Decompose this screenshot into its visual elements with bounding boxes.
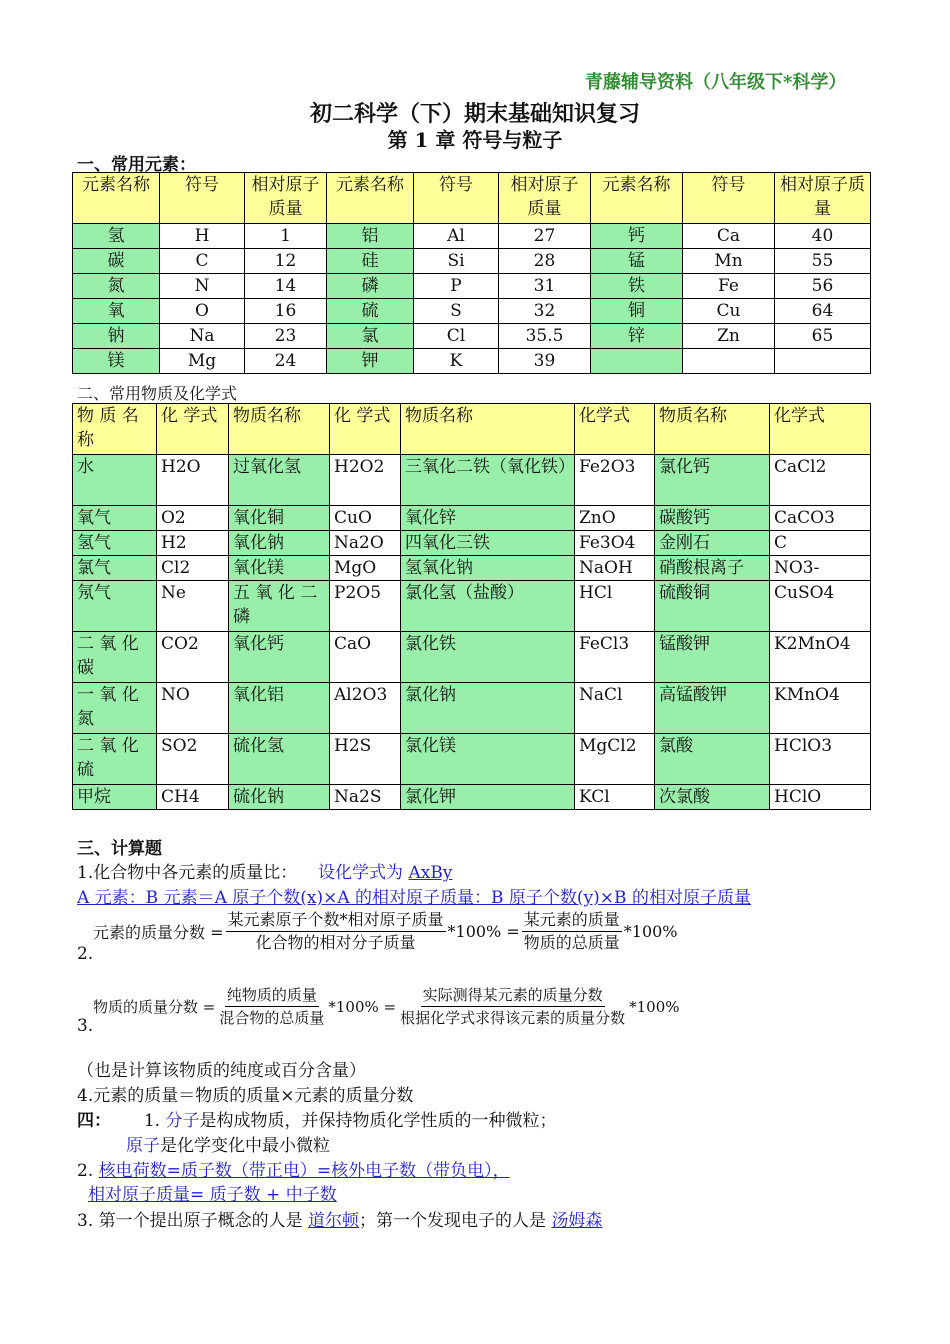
calc-item-4: 4.元素的质量＝物质的质量×元素的质量分数 [77,1086,414,1106]
header-cell: 元素名称 [591,173,683,224]
formula-label: 物质的质量分数 = [93,998,216,1016]
electron-question: ；第一个发现电子的人是 [359,1211,547,1231]
page-title: 初二科学（下）期末基础知识复习 [309,101,640,127]
element-symbol: Zn [683,324,775,349]
element-mass: 35.5 [499,324,591,349]
element-mass: 39 [499,349,591,374]
answer-thomson: 汤姆森 [551,1211,603,1231]
formula: Al2O3 [330,683,401,734]
substance-name: 氯化铁 [401,632,575,683]
substance-name: 硫化钠 [229,785,330,810]
calc-item-2-number: 2. [77,944,94,964]
element-mass: 14 [245,274,327,299]
header-cell: 元素名称 [327,173,414,224]
formula: Fe2O3 [575,455,655,506]
section4-line-3 [77,1159,510,1183]
element-name: 铝 [327,224,414,249]
substance-mass-fraction-formula [93,984,680,1029]
element-symbol: Cu [683,299,775,324]
table-row [73,274,871,299]
section1-heading: 一、常用元素： [77,155,196,175]
formula: Cl2 [157,556,229,581]
formula: CuO [330,506,401,531]
section3-heading: 三、计算题 [77,839,162,859]
calc-item-1-blue: 设化学式为 [318,863,404,883]
element-mass: 32 [499,299,591,324]
header-cell: 相对原子质量 [775,173,871,224]
substance-name: 氯化钾 [401,785,575,810]
header-cell: 相对原子质量 [245,173,327,224]
fraction-numerator: 某元素原子个数*相对原子质量 [226,909,446,932]
formula: Na2O [330,531,401,556]
substance-name: 二 氧 化碳 [73,632,157,683]
element-name: 锰 [591,249,683,274]
formula: O2 [157,506,229,531]
calc-item-1-prefix: 1.化合物中各元素的质量比： [77,863,298,883]
element-mass: 27 [499,224,591,249]
element-name: 硅 [327,249,414,274]
table-row [73,324,871,349]
element-symbol: Mn [683,249,775,274]
substance-name: 甲烷 [73,785,157,810]
formula: NO [157,683,229,734]
formula: NO3- [770,556,871,581]
substance-name: 金刚石 [655,531,770,556]
element-symbol: N [160,274,245,299]
formula: CuSO4 [770,581,871,632]
element-name: 铁 [591,274,683,299]
formula: KCl [575,785,655,810]
element-name: 氯 [327,324,414,349]
element-symbol: Cl [414,324,499,349]
header-cell: 物质名称 [401,404,575,455]
element-symbol: Fe [683,274,775,299]
header-cell: 符号 [160,173,245,224]
fraction-denominator: 混合物的总质量 [219,1009,325,1027]
element-name: 铜 [591,299,683,324]
element-mass-fraction-formula [93,909,678,954]
substance-name: 一 氧 化氮 [73,683,157,734]
substance-name: 次氯酸 [655,785,770,810]
formula: Fe3O4 [575,531,655,556]
element-name: 钙 [591,224,683,249]
substance-name: 五 氧 化 二磷 [229,581,330,632]
formula: NaOH [575,556,655,581]
substance-name: 水 [73,455,157,506]
header-cell: 元素名称 [73,173,160,224]
element-mass: 55 [775,249,871,274]
atom-term: 原子 [126,1136,160,1156]
substance-name: 氖气 [73,581,157,632]
elements-table [72,172,871,374]
formula-suffix: *100% [629,997,680,1016]
header-cell: 符号 [683,173,775,224]
molecule-term: 分子 [165,1111,200,1131]
item-number: 2. [77,1161,94,1181]
formula: HCl [575,581,655,632]
section4-heading: 四： [77,1111,111,1131]
substance-name: 锰酸钾 [655,632,770,683]
element-name: 硫 [327,299,414,324]
element-symbol: C [160,249,245,274]
elements-header-row [73,173,871,224]
formula: ZnO [575,506,655,531]
formula: SO2 [157,734,229,785]
formula: CO2 [157,632,229,683]
substance-name: 氧化锌 [401,506,575,531]
substance-name: 过氧化氢 [229,455,330,506]
table-row [73,683,871,734]
element-symbol: Si [414,249,499,274]
section4-line-5 [77,1209,602,1233]
table-row [73,632,871,683]
answer-dalton: 道尔顿 [308,1211,360,1231]
table-row [73,556,871,581]
header-cell: 化 学式 [157,404,229,455]
element-mass: 1 [245,224,327,249]
header-cell: 化学式 [575,404,655,455]
element-mass: 28 [499,249,591,274]
formula: NaCl [575,683,655,734]
fraction-numerator: 实际测得某元素的质量分数 [421,984,605,1007]
formula: CaCl2 [770,455,871,506]
fraction-numerator: 某元素的质量 [522,909,622,932]
header-cell: 物质名称 [655,404,770,455]
header-cell: 符号 [414,173,499,224]
mass-ratio-rule: A 元素：B 元素＝A 原子个数(x)×A 的相对原子质量：B 原子个数(y)×B 的相对原子质量 [77,888,751,908]
formula: Na2S [330,785,401,810]
table-row [73,224,871,249]
element-mass: 31 [499,274,591,299]
formula-label: 元素的质量分数 = [93,923,224,942]
table-row [73,349,871,374]
element-mass: 64 [775,299,871,324]
charge-relation: 核电荷数=质子数（带正电）=核外电子数（带负电）， [98,1161,510,1181]
element-symbol [683,349,775,374]
section4-line-1 [77,1109,556,1133]
formula: CH4 [157,785,229,810]
table-row [73,581,871,632]
substance-name: 氯化钙 [655,455,770,506]
compounds-header-row [73,404,871,455]
element-mass: 56 [775,274,871,299]
substance-name: 氢气 [73,531,157,556]
chapter-title: 第 1 章 符号与粒子 [387,128,563,152]
substance-name: 氢氧化钠 [401,556,575,581]
substance-name: 三氧化二铁（氧化铁） [401,455,575,506]
header-cell: 物 质 名称 [73,404,157,455]
element-name: 氢 [73,224,160,249]
substance-name: 硝酸根离子 [655,556,770,581]
element-symbol: H [160,224,245,249]
element-symbol: Na [160,324,245,349]
element-mass: 16 [245,299,327,324]
formula: MgCl2 [575,734,655,785]
element-name: 氮 [73,274,160,299]
formula: KMnO4 [770,683,871,734]
substance-name: 氧化钠 [229,531,330,556]
header-cell: 相对原子质量 [499,173,591,224]
table-row [73,734,871,785]
fraction [226,909,446,954]
formula: H2O [157,455,229,506]
section2-heading: 二、常用物质及化学式 [77,384,238,403]
substance-name: 碳酸钙 [655,506,770,531]
header-tag: 青藤辅导资料（八年级下*科学） [585,72,847,93]
formula: CaCO3 [770,506,871,531]
element-mass: 40 [775,224,871,249]
element-symbol: P [414,274,499,299]
header-cell: 化 学式 [330,404,401,455]
substance-name: 氧化镁 [229,556,330,581]
formula: K2MnO4 [770,632,871,683]
element-name [591,349,683,374]
relative-atomic-mass-relation: 相对原子质量= 质子数 + 中子数 [88,1185,337,1205]
fraction-numerator: 纯物质的质量 [225,984,319,1007]
formula: HClO3 [770,734,871,785]
formula: C [770,531,871,556]
substance-name: 氧化铜 [229,506,330,531]
element-symbol: K [414,349,499,374]
substance-name: 氧化钙 [229,632,330,683]
fraction-denominator: 根据化学式求得该元素的质量分数 [400,1009,626,1027]
formula-operator: *100% = [328,997,397,1016]
purity-note: （也是计算该物质的纯度或百分含量） [77,1061,366,1081]
element-name: 锌 [591,324,683,349]
atom-definition: 是化学变化中最小微粒 [160,1136,330,1156]
calc-item-1 [77,861,452,885]
substance-name: 硫酸铜 [655,581,770,632]
element-mass: 65 [775,324,871,349]
formula: P2O5 [330,581,401,632]
molecule-definition: 是构成物质，并保持物质化学性质的一种微粒； [199,1111,557,1131]
header-cell: 化学式 [770,404,871,455]
substance-name: 氯化氢（盐酸） [401,581,575,632]
calc-item-1-formula: AxBy [408,863,453,883]
element-mass: 23 [245,324,327,349]
table-row [73,455,871,506]
table-row [73,299,871,324]
formula-operator: *100% = [447,922,520,941]
formula: H2 [157,531,229,556]
table-row [73,531,871,556]
fraction-denominator: 化合物的相对分子质量 [255,933,416,952]
substance-name: 二 氧 化硫 [73,734,157,785]
element-symbol: Al [414,224,499,249]
fraction-denominator: 物质的总质量 [523,933,620,952]
element-name: 磷 [327,274,414,299]
element-name: 氧 [73,299,160,324]
fraction [398,984,627,1029]
formula: H2O2 [330,455,401,506]
formula: HClO [770,785,871,810]
element-mass: 12 [245,249,327,274]
substance-name: 氯化钠 [401,683,575,734]
formula-suffix: *100% [623,922,678,941]
compounds-table [72,403,871,810]
substance-name: 高锰酸钾 [655,683,770,734]
element-symbol: S [414,299,499,324]
fraction [522,909,622,954]
element-symbol: O [160,299,245,324]
section4-line-2 [126,1134,330,1158]
formula: MgO [330,556,401,581]
header-cell: 物质名称 [229,404,330,455]
substance-name: 氯气 [73,556,157,581]
table-row [73,506,871,531]
element-name: 钾 [327,349,414,374]
element-name: 碳 [73,249,160,274]
formula: H2S [330,734,401,785]
element-symbol: Ca [683,224,775,249]
element-symbol: Mg [160,349,245,374]
calc-item-3-number: 3. [77,1016,94,1036]
formula: Ne [157,581,229,632]
substance-name: 氧化铝 [229,683,330,734]
item-number: 1. [143,1111,161,1131]
formula: CaO [330,632,401,683]
substance-name: 氯化镁 [401,734,575,785]
formula: FeCl3 [575,632,655,683]
fraction [217,984,326,1029]
table-row [73,785,871,810]
element-name: 镁 [73,349,160,374]
substance-name: 硫化氢 [229,734,330,785]
element-mass [775,349,871,374]
substance-name: 氯酸 [655,734,770,785]
substance-name: 氧气 [73,506,157,531]
atom-concept-question: 3. 第一个提出原子概念的人是 [77,1211,303,1231]
table-row [73,249,871,274]
substance-name: 四氧化三铁 [401,531,575,556]
element-mass: 24 [245,349,327,374]
element-name: 钠 [73,324,160,349]
